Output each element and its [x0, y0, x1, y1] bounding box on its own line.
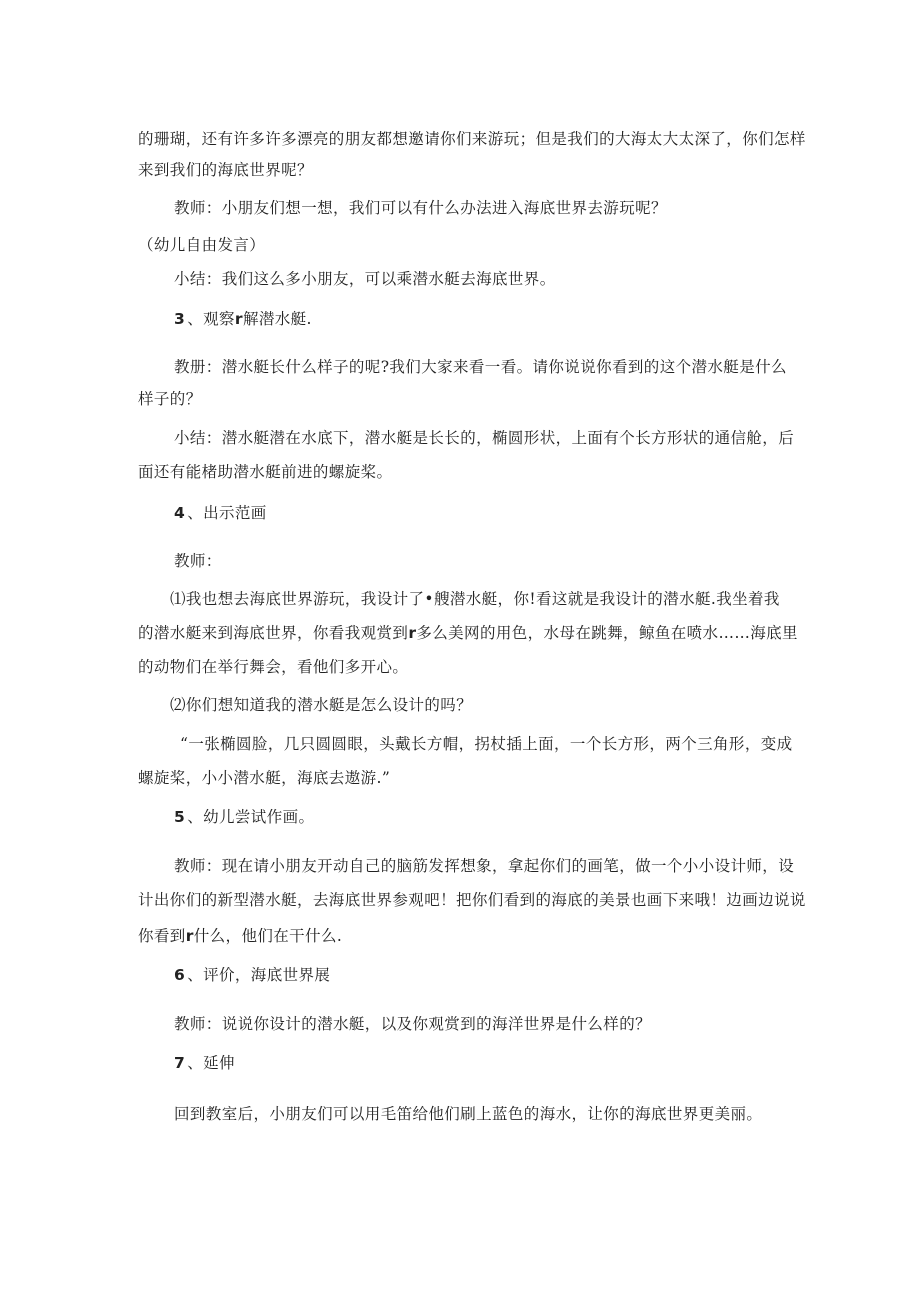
section-title-glyph: r: [234, 310, 243, 328]
section-number: 3: [174, 310, 186, 328]
paragraph-line: ⑵你们想知道我的潜水艇是怎么设计的吗？: [170, 696, 473, 714]
text-run: 多么美网的用色，水母在跳舞，鲸鱼在喷水……海底里: [416, 624, 798, 642]
paragraph-line: 来到我们的海底世界呢？: [138, 161, 313, 179]
quote-line: 螺旋桨，小小潜水艇，海底去遨游.”: [138, 769, 391, 787]
section-title: 、评价，海底世界展: [187, 966, 331, 984]
teacher-line: 教师：小朋友们想一想，我们可以有什么办法进入海底世界去游玩呢？: [174, 199, 667, 217]
section-heading-4: [174, 502, 267, 524]
paragraph-line: 回到教室后，小朋友们可以用毛笛给他们刷上蓝色的海水，让你的海底世界更美丽。: [174, 1105, 763, 1123]
note-line: （幼儿自由发言）: [138, 236, 266, 254]
teacher-line: 教师：现在请小朋友开动自己的脑筋发挥想象，拿起你们的画笔，做一个小小设计师，设: [174, 857, 795, 875]
paragraph-line: 样子的？: [138, 390, 202, 408]
section-title: 解潜水艇.: [242, 310, 312, 328]
paragraph-line: 面还有能楮助潜水艇前进的螺旋桨。: [138, 463, 393, 481]
paragraph-line: ⑴我也想去海底世界游玩，我设计了•艘潜水艇，你!看这就是我设计的潜水艇.我坐着我: [170, 590, 780, 608]
section-title: 、幼儿尝试作画。: [187, 808, 315, 826]
summary-line: 小结：潜水艇潜在水底下，潜水艇是长长的，椭圆形状，上面有个长方形状的通信舱，后: [174, 429, 795, 447]
quote-line: “一张椭圆脸，几只圆圆眼，头戴长方帽，拐杖插上面，一个长方形，两个三角形，变成: [180, 735, 793, 753]
text-glyph: r: [408, 624, 417, 642]
text-run: 你看到: [138, 927, 186, 945]
teacher-line: 教师：说说你设计的潜水艇，以及你观赏到的海洋世界是什么样的？: [174, 1015, 652, 1033]
section-heading-7: [174, 1052, 235, 1074]
section-heading-5: [174, 806, 314, 828]
paragraph-line: [138, 622, 798, 644]
section-number: 5: [174, 808, 186, 826]
teacher-line: 教师：: [174, 552, 222, 570]
paragraph-line: 计出你们的新型潜水艇，去海底世界参观吧！把你们看到的海底的美景也画下来哦！边画边说说: [138, 891, 806, 909]
section-number: 6: [174, 966, 186, 984]
section-heading-3: [174, 308, 312, 330]
text-run: 什么，他们在干什么.: [193, 927, 343, 945]
paragraph-line: 的珊瑚，还有许多许多漂亮的朋友都想邀请你们来游玩；但是我们的大海太大太深了，你们怎样: [138, 130, 806, 148]
teacher-line: 教册：潜水艇长什么样子的呢?我们大家来看一看。请你说说你看到的这个潜水艇是什么: [174, 358, 787, 376]
section-title: 、延伸: [187, 1054, 235, 1072]
section-heading-6: [174, 964, 330, 986]
section-number: 7: [174, 1054, 186, 1072]
text-glyph: r: [185, 927, 194, 945]
paragraph-line: [138, 925, 342, 947]
paragraph-line: 的动物们在举行舞会，看他们多开心。: [138, 658, 409, 676]
summary-line: 小结：我们这么多小朋友，可以乘潜水艇去海底世界。: [174, 270, 556, 288]
section-title: 、出示范画: [187, 504, 267, 522]
section-title: 、观察: [187, 310, 235, 328]
section-number: 4: [174, 504, 186, 522]
text-run: 的潜水艇来到海底世界，你看我观赏到: [138, 624, 409, 642]
